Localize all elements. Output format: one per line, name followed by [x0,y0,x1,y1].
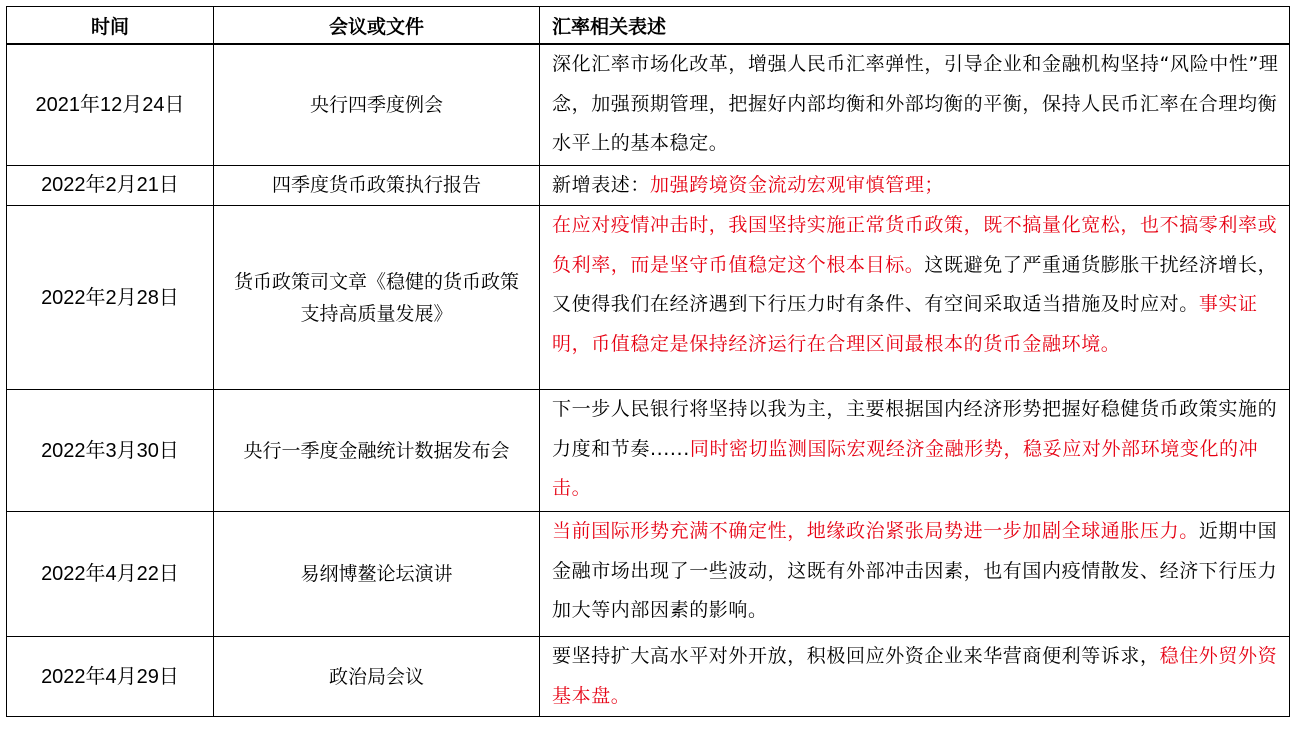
date-cell: 2022年2月28日 [7,206,214,390]
header-description: 汇率相关表述 [540,7,1290,45]
event-cell: 四季度货币政策执行报告 [214,165,540,206]
date-cell: 2022年3月30日 [7,390,214,512]
date-cell: 2022年4月29日 [7,637,214,717]
table-row [7,44,1290,165]
highlighted-text: 在应对疫情冲击时，我国坚持实施正常货币政策，既不搞量化宽松，也不搞零利率或负利率，而是坚守币值稳定这个根本目标。 [552,214,1278,276]
table-row [7,512,1290,637]
date-cell: 2022年4月22日 [7,512,214,637]
description-cell [540,637,1290,717]
description-text: 新增表述： [552,173,651,196]
header-event: 会议或文件 [214,7,540,45]
table-body [7,44,1290,717]
highlighted-text: 当前国际形势充满不确定性，地缘政治紧张局势进一步加剧全球通胀压力。 [552,520,1199,542]
event-cell: 易纲博鳌论坛演讲 [214,512,540,637]
event-cell: 央行一季度金融统计数据发布会 [214,390,540,512]
description-cell [540,390,1290,512]
table-row [7,165,1290,206]
description-text: 这既避免了严重通货膨胀干扰经济增长，又使得我们在经济遇到下行压力时有条件、有空间采取适当措施及时应对。 [552,253,1278,315]
description-cell [540,206,1290,390]
policy-table [6,6,1290,717]
description-cell [540,512,1290,637]
highlighted-text: 同时密切监测国际宏观经济金融形势，稳妥应对外部环境变化的冲击。 [552,437,1259,499]
date-cell: 2021年12月24日 [7,44,214,165]
description-text: 近期中国金融市场出现了一些波动，这既有外部冲击因素，也有国内疫情散发、经济下行压力加大等内部因素的影响。 [552,520,1278,621]
event-cell: 央行四季度例会 [214,44,540,165]
date-cell: 2022年2月21日 [7,165,214,206]
description-cell [540,165,1290,206]
description-cell [540,44,1290,165]
table-footnote-fragment [6,742,606,751]
event-cell: 政治局会议 [214,637,540,717]
table-header-row [7,7,1290,45]
highlighted-text: 加强跨境资金流动宏观审慎管理； [650,173,945,196]
highlighted-text: 稳住外贸外资基本盘。 [552,645,1278,707]
header-time: 时间 [7,7,214,45]
table-row [7,637,1290,717]
table-row [7,390,1290,512]
description-text: 要坚持扩大高水平对外开放，积极回应外资企业来华营商便利等诉求， [552,645,1160,667]
highlighted-text: 事实证明，币值稳定是保持经济运行在合理区间最根本的货币金融环境。 [552,293,1258,355]
event-cell: 货币政策司文章《稳健的货币政策支持高质量发展》 [214,206,540,390]
table-row [7,206,1290,390]
description-text: 下一步人民银行将坚持以我为主，主要根据国内经济形势把握好稳健货币政策实施的力度和节奏...... [552,398,1278,460]
description-text: 深化汇率市场化改革，增强人民币汇率弹性，引导企业和金融机构坚持“风险中性”理念，加强预期管理，把握好内部均衡和外部均衡的平衡，保持人民币汇率在合理均衡水平上的基本稳定。 [552,53,1279,154]
